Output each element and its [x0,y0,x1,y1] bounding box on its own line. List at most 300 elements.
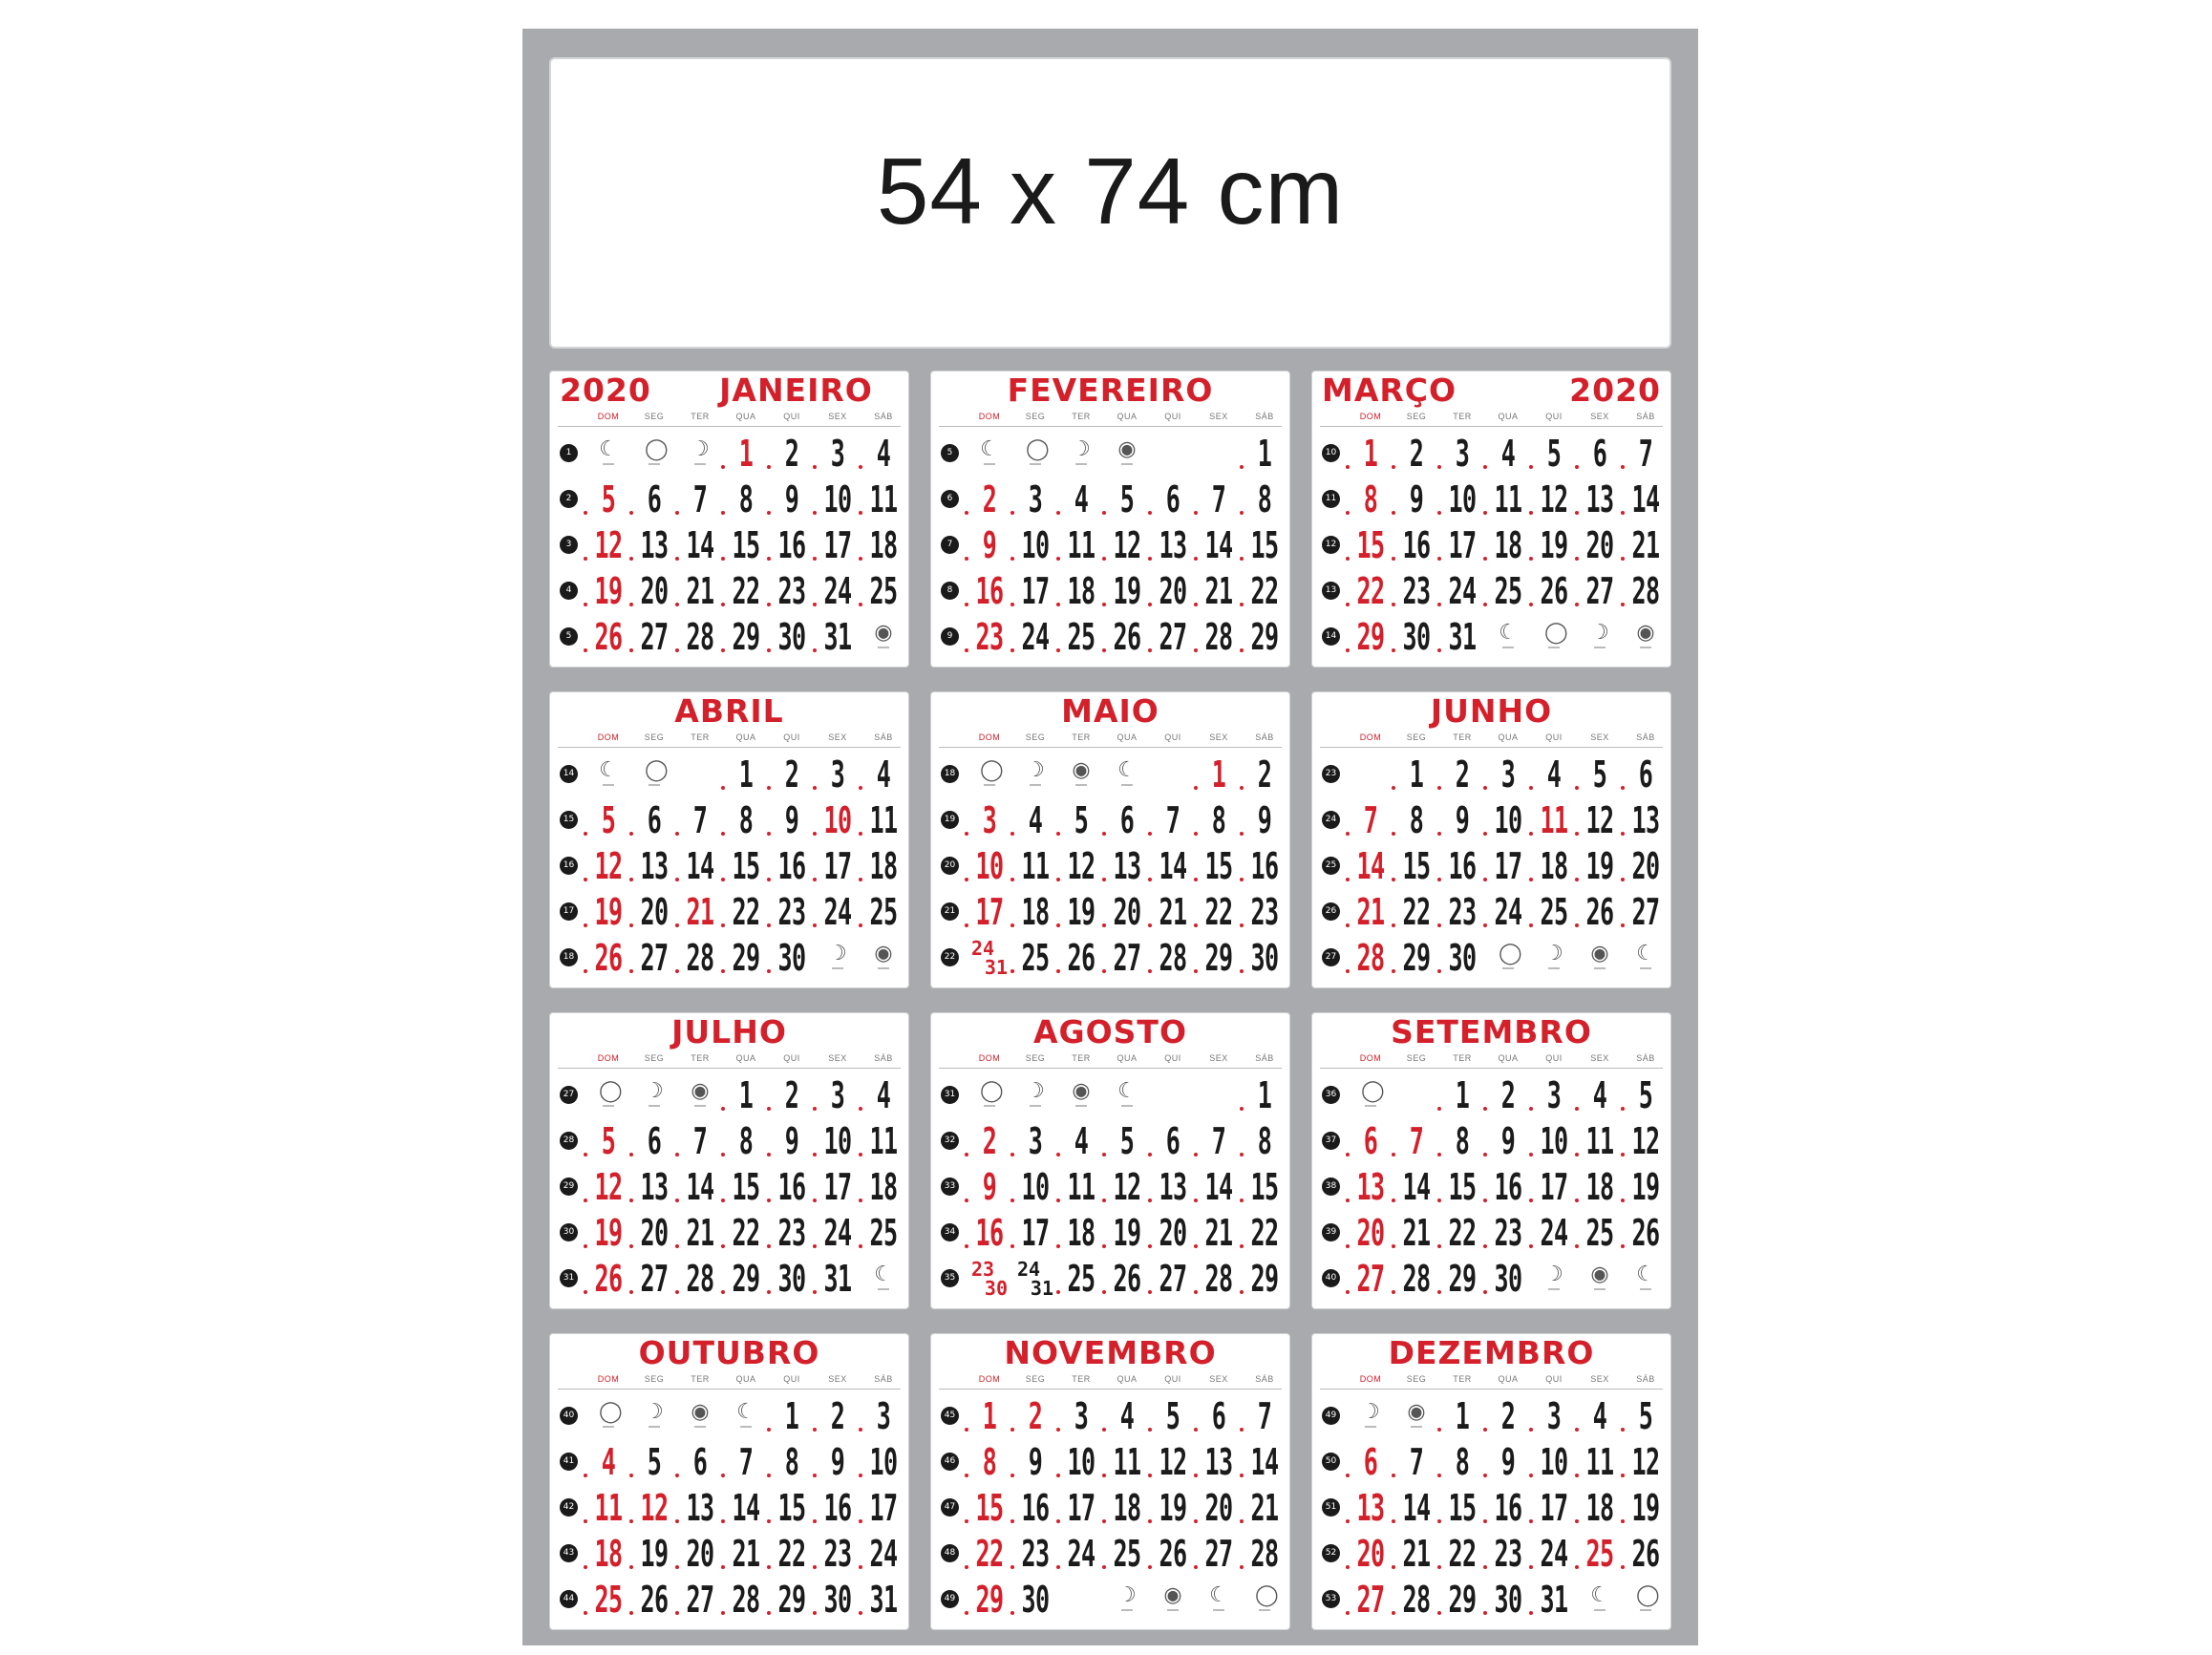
day-number: 1 [1257,1074,1272,1116]
week-row [931,431,1289,477]
day-cell [968,843,1011,889]
day-number: 14 [1356,845,1385,887]
month-abril [549,691,909,988]
week-number-badge: 10 [1322,444,1340,462]
moon-new-icon [1255,1583,1279,1607]
day-cell [1151,935,1195,981]
day-cell [1624,614,1668,660]
day-number: 29 [732,1258,760,1300]
weekday-label: SÁB [1636,1374,1655,1384]
moon-caption-line [1075,1105,1087,1107]
separator-dot [675,603,679,606]
day-number: 21 [1631,524,1660,566]
day-number: 14 [732,1487,760,1529]
separator-dot [1194,786,1198,790]
day-cell [1059,1164,1103,1210]
day-cell [1394,1072,1438,1118]
day-number: 11 [1540,799,1568,841]
day-number: 13 [640,524,669,566]
moon-glyph: ☾ [599,758,618,782]
day-cell [1197,797,1241,843]
day-cell [724,1485,768,1531]
day-cell [1394,568,1438,614]
week-number-badge: 31 [560,1269,578,1287]
weekday-label: DOM [597,412,620,421]
separator-dot [1102,1153,1106,1156]
week-row [550,797,908,843]
separator-dot [1392,786,1395,790]
day-number: 21 [1402,1533,1431,1575]
day-number: 14 [1402,1166,1431,1208]
day-cell [1532,1072,1576,1118]
separator-dot [1102,1519,1106,1523]
separator-dot [965,1428,968,1432]
week-number-badge: 41 [560,1453,578,1471]
separator-dot [1437,1474,1441,1477]
day-number: 8 [1257,1120,1272,1162]
separator-dot [859,1519,862,1523]
day-cell [632,477,676,522]
day-number: 10 [823,478,852,520]
separator-dot [721,648,725,652]
moon-full-icon [874,943,893,965]
weekday-label: DOM [1359,412,1382,421]
separator-dot [721,1565,725,1569]
day-cell [632,1531,676,1577]
day-cell [861,1256,905,1302]
day-cell [1578,843,1622,889]
separator-dot [584,603,587,606]
week-row [1312,568,1670,614]
month-name: MAIO [1061,692,1159,730]
weekday-label: DOM [978,412,1001,421]
day-cell [816,1439,860,1485]
day-cell [1532,1210,1576,1256]
day-number: 13 [1159,524,1187,566]
day-number: 27 [640,937,669,979]
day-cell [586,935,630,981]
week-number-badge: 18 [560,948,578,966]
day-cell [1394,1393,1438,1439]
moon-caption-line [1121,463,1133,465]
day-number: 22 [732,1212,760,1254]
moon-full-icon [691,1401,710,1424]
moon-caption-line [1502,647,1514,648]
separator-dot [1194,557,1198,561]
day-number: 7 [692,1120,708,1162]
moon-caption-line [878,1288,889,1290]
day-cell [1349,1210,1393,1256]
day-number: 12 [1540,478,1568,520]
day-cell [586,614,630,660]
day-number: 27 [640,1258,669,1300]
day-number: 20 [1356,1533,1385,1575]
day-cell [816,1072,860,1118]
weekday-label: SEX [828,1374,847,1384]
day-number: 11 [869,1120,898,1162]
day-cell [1197,1577,1241,1623]
weekday-label: TER [1453,1053,1472,1063]
day-number: 15 [1204,845,1233,887]
day-cell [724,614,768,660]
divider [939,1068,1282,1069]
week-row [1312,752,1670,797]
day-number: 7 [1165,799,1180,841]
week-number-badge: 5 [560,627,578,646]
week-number-badge: 11 [1322,490,1340,508]
day-number: 15 [1448,1166,1477,1208]
day-cell [1349,477,1393,522]
separator-dot [1346,1199,1350,1202]
weekday-label: QUA [735,412,756,421]
separator-dot [1529,1244,1533,1248]
day-cell [1394,1577,1438,1623]
month-title [1312,1013,1670,1051]
week-row [550,843,908,889]
month-name: ABRIL [674,692,784,730]
month-name: OUTUBRO [638,1334,820,1371]
separator-dot [1529,1428,1533,1432]
moon-new-icon [1636,1583,1660,1607]
moon-caption-line [984,1105,995,1107]
week-number-badge: 34 [941,1223,959,1241]
day-number: 20 [640,1212,669,1254]
separator-dot [1437,1611,1441,1615]
weekday-label: DOM [597,732,620,742]
day-number: 1 [1211,753,1226,796]
weekday-header [550,732,908,746]
day-cell [1243,1531,1287,1577]
day-cell [632,1072,676,1118]
separator-dot [1346,1474,1350,1477]
day-number: 10 [1540,1441,1568,1483]
separator-dot [1148,832,1152,836]
day-number: 9 [784,799,799,841]
separator-dot [721,1153,725,1156]
day-cell [1105,431,1149,477]
day-cell [1197,1164,1241,1210]
day-number: 26 [1159,1533,1187,1575]
day-cell [1624,522,1668,568]
moon-caption-line [1640,967,1651,969]
separator-dot [1529,511,1533,515]
moon-caption-line [1594,1288,1606,1290]
double-day [968,935,1011,981]
day-cell [1578,1485,1622,1531]
day-cell [1243,614,1287,660]
moon-glyph: ◉ [1407,1400,1426,1424]
day-cell [1532,1256,1576,1302]
day-number: 5 [1546,433,1562,475]
day-cell [1105,843,1149,889]
moon-caption-line [1075,463,1087,465]
day-cell [1151,431,1195,477]
weekday-label: QUI [783,732,800,742]
day-cell [678,1577,722,1623]
day-cell [770,1072,814,1118]
week-number-badge: 36 [1322,1086,1340,1104]
day-number: 16 [777,845,806,887]
moon-new-icon [980,758,1004,782]
day-cell [1059,889,1103,935]
week-number-badge: 17 [560,902,578,921]
day-cell [1105,1164,1149,1210]
day-number: 19 [594,1212,623,1254]
separator-dot [1483,832,1487,836]
day-number: 20 [1204,1487,1233,1529]
day-cell [816,1210,860,1256]
moon-caption-line [694,463,706,465]
day-number: 1 [738,433,754,475]
day-number: 8 [982,1441,997,1483]
day-cell [1349,431,1393,477]
week-row [1312,1577,1670,1623]
week-number-badge: 24 [1322,811,1340,829]
day-cell [1059,522,1103,568]
day-number: 20 [640,891,669,933]
week-row [550,1393,908,1439]
separator-dot [584,878,587,881]
moon-glyph: ☽ [645,1079,664,1103]
weekday-label: QUI [1164,732,1181,742]
moon-caption-line [1640,1288,1651,1290]
weekday-label: QUI [1545,732,1563,742]
day-number: 22 [1356,570,1385,612]
day-cell [968,1439,1011,1485]
day-number: 30 [1494,1579,1522,1621]
moon-glyph: ☽ [1590,621,1609,645]
day-cell [1013,1072,1057,1118]
day-number: 31 [869,1579,898,1621]
day-number: 24 [1540,1212,1568,1254]
day-cell [724,1577,768,1623]
day-cell [770,614,814,660]
weekday-label: DOM [1359,1053,1382,1063]
week-number-badge: 38 [1322,1178,1340,1196]
day-number: 2 [1409,433,1424,475]
separator-dot [629,1290,633,1294]
day-number: 23 [971,1258,995,1281]
day-cell [1059,614,1103,660]
day-number: 8 [1455,1441,1470,1483]
day-number: 29 [1448,1579,1477,1621]
day-number: 11 [1021,845,1050,887]
day-cell [968,752,1011,797]
moon-glyph: ☽ [645,1400,664,1424]
separator-dot [1240,832,1244,836]
day-number: 28 [732,1579,760,1621]
day-cell [1197,1531,1241,1577]
day-number: 18 [1494,524,1522,566]
separator-dot [1056,603,1060,606]
moon-full-icon [1590,1263,1609,1286]
day-cell [1349,522,1393,568]
day-cell [861,1072,905,1118]
moon-new-icon [645,758,669,782]
day-number: 12 [640,1487,669,1529]
day-number: 15 [777,1487,806,1529]
day-number: 13 [1356,1166,1385,1208]
day-number: 20 [1159,570,1187,612]
month-maio [930,691,1290,988]
separator-dot [675,832,679,836]
separator-dot [1483,878,1487,881]
day-cell [1578,1072,1622,1118]
separator-dot [813,465,817,469]
day-cell [1349,889,1393,935]
month-title [931,371,1289,410]
day-number: 14 [1402,1487,1431,1529]
day-cell [1059,1256,1103,1302]
day-number: 4 [1546,753,1562,796]
day-cell [724,1531,768,1577]
day-cell [632,1118,676,1164]
weekday-label: SÁB [874,412,893,421]
moon-glyph: ☽ [1072,437,1091,461]
separator-dot [767,648,771,652]
divider [558,747,901,748]
separator-dot [1102,1565,1106,1569]
weekday-label: TER [691,732,710,742]
moon-last-quarter-icon [980,438,999,461]
separator-dot [1148,511,1152,515]
day-number: 12 [594,524,623,566]
separator-dot [859,1199,862,1202]
banner-area [549,57,1671,349]
day-number: 31 [1540,1579,1568,1621]
day-cell [1532,1164,1576,1210]
separator-dot [813,1290,817,1294]
day-number: 7 [1409,1441,1424,1483]
separator-dot [1010,1519,1014,1523]
separator-dot [1010,603,1014,606]
separator-dot [1437,603,1441,606]
week-row [931,843,1289,889]
weekday-label: QUI [1545,1374,1563,1384]
separator-dot [1575,786,1579,790]
weekday-header [931,732,1289,746]
day-number: 7 [1211,478,1226,520]
day-cell [1059,1531,1103,1577]
day-number: 9 [1500,1120,1516,1162]
day-number: 7 [1211,1120,1226,1162]
week-row [550,1164,908,1210]
day-cell [1197,1439,1241,1485]
day-number: 14 [1159,845,1187,887]
day-number: 27 [1204,1533,1233,1575]
day-cell [1624,477,1668,522]
day-number: 16 [975,570,1004,612]
moon-caption-line [649,1426,660,1428]
separator-dot [1240,1428,1244,1432]
day-cell [968,797,1011,843]
day-cell [968,522,1011,568]
day-cell [1243,1210,1287,1256]
day-cell [1349,1118,1393,1164]
separator-dot [1346,969,1350,973]
day-cell [1197,477,1241,522]
day-number: 20 [1585,524,1614,566]
day-number: 26 [1631,1212,1660,1254]
moon-caption-line [1502,967,1514,969]
week-row [1312,522,1670,568]
day-number: 10 [823,799,852,841]
day-cell [1105,1485,1149,1531]
week-number-badge: 5 [941,444,959,462]
moon-caption-line [1594,647,1606,648]
day-number: 2 [1028,1395,1043,1437]
day-cell [1151,1118,1195,1164]
separator-dot [1240,1153,1244,1156]
moon-caption-line [649,463,660,465]
separator-dot [1392,603,1395,606]
day-cell [861,568,905,614]
day-cell [724,1256,768,1302]
weekday-label: SEG [1025,1374,1046,1384]
weekday-label: SEG [1406,732,1427,742]
day-cell [1578,431,1622,477]
month-title [550,1334,908,1372]
week-number-badge: 37 [1322,1132,1340,1150]
separator-dot [1437,969,1441,973]
day-number: 24 [1494,891,1522,933]
separator-dot [1483,1153,1487,1156]
week-number-badge: 31 [941,1086,959,1104]
day-number: 24 [1448,570,1477,612]
week-row [1312,797,1670,843]
separator-dot [965,557,968,561]
separator-dot [859,1474,862,1477]
day-number: 6 [647,799,662,841]
weekday-label: SÁB [1255,412,1274,421]
week-row [550,1118,908,1164]
day-number: 26 [1631,1533,1660,1575]
day-cell [1486,568,1530,614]
day-cell [1532,522,1576,568]
separator-dot [629,603,633,606]
separator-dot [721,1290,725,1294]
day-number: 9 [1500,1441,1516,1483]
separator-dot [1010,969,1014,973]
separator-dot [721,969,725,973]
divider [1320,426,1663,427]
day-cell [1105,1072,1149,1118]
day-cell [1243,797,1287,843]
separator-dot [1483,1290,1487,1294]
day-number: 17 [823,1166,852,1208]
week-number-badge: 52 [1322,1544,1340,1562]
day-number: 5 [1119,1120,1135,1162]
day-number: 19 [1540,524,1568,566]
separator-dot [1529,923,1533,927]
week-row [931,1531,1289,1577]
day-number: 25 [869,570,898,612]
weekday-label: TER [1072,1374,1091,1384]
day-cell [1059,431,1103,477]
separator-dot [675,1290,679,1294]
separator-dot [1194,1199,1198,1202]
day-cell [1197,1210,1241,1256]
day-number: 29 [1250,1258,1279,1300]
day-cell [1013,1118,1057,1164]
day-cell [1532,1485,1576,1531]
day-cell [1624,1485,1668,1531]
separator-dot [1194,648,1198,652]
day-number: 30 [1402,616,1431,658]
weekday-label: SEG [644,1374,665,1384]
weekday-label: QUA [1117,1053,1138,1063]
day-number: 11 [1585,1120,1614,1162]
